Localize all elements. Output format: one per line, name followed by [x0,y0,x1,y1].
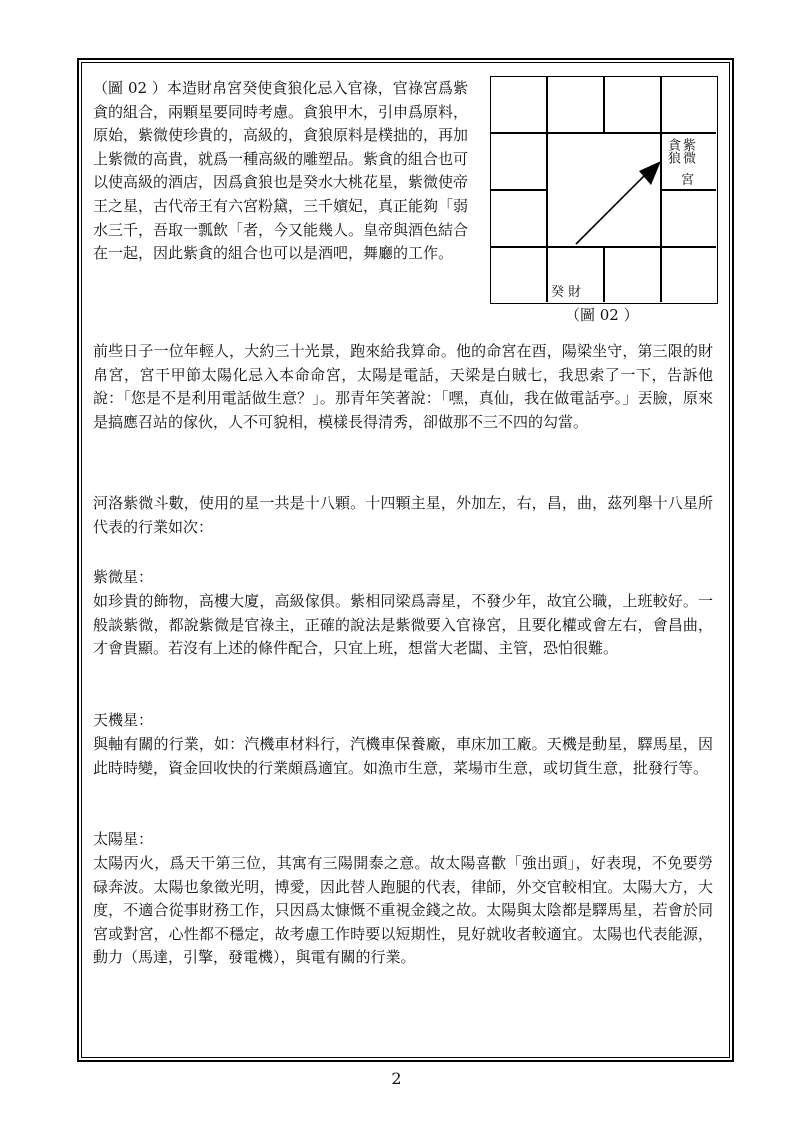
tianji-heading: 天機星： [93,711,154,729]
cell-label-purple-star [681,135,695,167]
figure-caption: （圖 02 ） [565,306,639,324]
palace-label: 宮 [681,173,695,188]
intro-paragraph: （圖 02 ）本造財帛宮癸使貪狼化忌入官祿，官祿宮爲紫貪的組合，兩顆星要同時考慮。貪狼甲木，引申爲原料，原始，紫微使珍貴的，高級的，貪狼原料是樸拙的，再加上紫微的高貴，就爲一種高級的雕塑品。紫貪的組合也可以使高級的酒店，因爲貪狼也是癸水大桃花星，紫微使帝王之星，古代帝王有六宮粉黛，三千嬪妃，真正能夠「弱水三千，吾取一瓢飲「者，今又能幾人。皇帝與酒色結合在一起，因此紫貪的組合也可以是酒吧，舞廳的工作。 [93,79,469,263]
anecdote-paragraph: 前些日子一位年輕人，大約三十光景，跑來給我算命。他的命宮在酉，陽梁坐守，第三限的財帛宮，宮干甲節太陽化忌入本命命宮，太陽是電話，天梁是白賊七，我思索了一下，告訴他說：「您是不是利用電話做生意？」。那青年笑著說：「嘿，真仙，我在做電話亭。」丟臉，原來是搞應召站的傢伙，人不可貌相，模樣長得清秀，卻做那不三不四的勾當。 [93,342,713,431]
cell-label-palace [681,173,694,188]
tianji-paragraph: 與軸有關的行業，如：汽機車材料行，汽機車保養廠，車床加工廠。天機是動星，驛馬星，因此時時變，資金回收快的行業頗爲適宜。如漁市生意，菜場市生意，或切貨生意，批發行等。 [93,735,713,777]
ziwei-label: 紫微 [680,138,695,164]
tanlang-label: 貪狼 [665,138,680,164]
ziwei-heading: 紫微星： [93,568,154,586]
page-number: 2 [391,1069,402,1088]
arrow-icon [491,77,719,305]
taiyang-heading: 太陽星： [93,830,154,848]
palace-chart-diagram [490,76,718,304]
overview-paragraph: 河洛紫微斗數，使用的星一共是十八顆。十四顆主星，外加左，右，昌，曲，茲列舉十八星所代表的行業如次： [93,494,713,536]
source-cell-label [551,285,581,300]
cell-label-greedy-wolf [666,135,680,167]
gui-cai-label: 癸 財 [551,285,582,300]
ziwei-paragraph: 如珍貴的飾物，高樓大廈，高級傢俱。紫相同梁爲壽星，不發少年，故宜公職，上班較好。一般談紫微，都說紫微是官祿主，正確的說法是紫微要入官祿宮，且要化權或會左右，會昌曲，才會貴顯。若沒有上述的條件配合，只宜上班，想當大老闆、主管，恐怕很難。 [93,592,713,658]
taiyang-paragraph: 太陽丙火，爲天干第三位，其寓有三陽開泰之意。故太陽喜歡「強出頭」，好表現，不免要勞碌奔波。太陽也象徵光明，博愛，因此替人跑腿的代表，律師，外交官較相宜。太陽大方，大度，不適合從事財務工作，只因爲太慷慨不重視金錢之故。太陽與太陰都是驛馬星，若會於同宮或對宮，心性都不穩定，故考慮工作時要以短期性，見好就收者較適宜。太陽也代表能源，動力（馬達，引擎，發電機），與電有關的行業。 [93,854,713,967]
